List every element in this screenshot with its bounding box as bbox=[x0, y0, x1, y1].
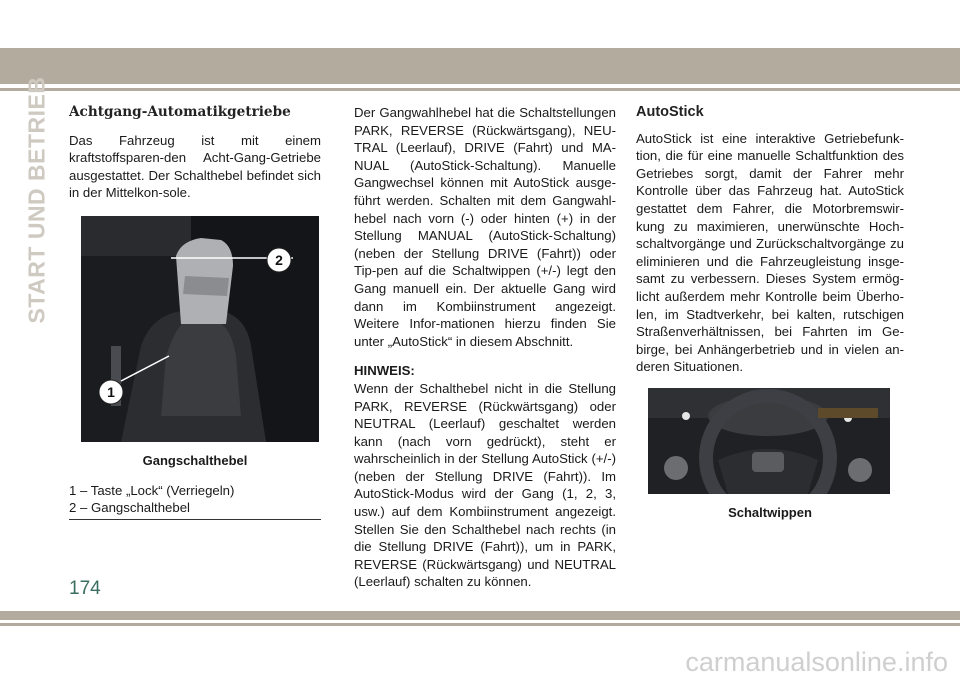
middle-column bbox=[354, 104, 616, 591]
callout-2: 2 bbox=[275, 251, 283, 268]
right-column bbox=[636, 104, 904, 522]
page-number: 174 bbox=[69, 578, 101, 599]
steering-wheel-illustration bbox=[648, 388, 890, 494]
left-column bbox=[69, 104, 321, 520]
gear-selector-paragraph: Der Gangwahlhebel hat die Schaltstellungen PARK, REVERSE (Rückwärtsgang), NEU-TRAL (Leerlauf), DRIVE (Fahrt) und MA-NUAL (AutoStick-Schaltung). Manuelle Gangwechsel können mit AutoStick ausge-führt werden. Schalten mit dem Gangwahl-hebel nach vorn (-) oder hinten (+) in der Stellung MANUAL (AutoStick-Schaltung) (neben der Stellung DRIVE (Fahrt)) oder Tip-pen auf die Schaltwippen (+/-) legt den Gang manuell ein. Der aktuelle Gang wird dann im Kombiinstrument angezeigt. Weitere Infor-mationen hierzu finden Sie unter „AutoStick“ in diesem Abschnitt. bbox=[354, 105, 616, 349]
gear-lever-illustration bbox=[81, 216, 319, 442]
note-label: HINWEIS: bbox=[354, 363, 415, 379]
legend-item: 1 – Taste „Lock“ (Verriegeln) bbox=[69, 482, 235, 498]
header-band bbox=[0, 48, 960, 84]
header-rule bbox=[0, 88, 960, 91]
footer-rule bbox=[0, 623, 960, 626]
section-tab bbox=[22, 76, 52, 324]
figure-legend bbox=[69, 482, 321, 520]
section-heading: Achtgang-Automatikgetriebe bbox=[69, 104, 291, 120]
legend-item: 2 – Gangschalthebel bbox=[69, 500, 190, 516]
figure-title: Gangschalthebel bbox=[142, 452, 248, 468]
paddle-shifters-photo bbox=[648, 388, 890, 494]
note-text: Wenn der Schalthebel nicht in die Stellung PARK, REVERSE (Rückwärtsgang) oder NEUTRAL (Leerlauf) geschaltet werden kann (nach vorn gedrückt), steht er wahrscheinlich in der Stellung AutoStick (+/-) (neben der Stellung DRIVE (Fahrt)). Im AutoStick-Modus wird der Gang (1, 2, 3, usw.) auf dem Kombiinstrument angezeigt. Stellen Sie den Schalthebel nach rechts (in die Stellung DRIVE (Fahrt)), um in PARK, REVERSE (Rückwärtsgang) und NEUTRAL (Leerlauf) schalten zu können. bbox=[354, 380, 616, 590]
watermark: carmanualsonline.info bbox=[685, 647, 948, 677]
intro-paragraph: Das Fahrzeug ist mit einem kraftstoffsparen-den Acht-Gang-Getriebe ausgestattet. Der Schalthebel befindet sich in der Mittelkon-sole. bbox=[69, 132, 321, 201]
figure-title: Schaltwippen bbox=[728, 504, 812, 520]
footer-band bbox=[0, 611, 960, 620]
gear-lever-photo bbox=[81, 216, 319, 442]
autostick-paragraph: AutoStick ist eine interaktive Getriebefunk-tion, die für eine manuelle Schaltfunktion des Getriebes sorgt, damit der Fahrer mehr Kontrolle über das Fahrzeug hat. AutoStick gestattet dem Fahrer, die Motorbremswir-kung zu maximieren, unerwünschte Hoch-schaltvorgänge und Zurückschaltvorgänge zu eliminieren und die Fahrzeugleistung insge-samt zu verbessern. Dieses System ermög-licht außerdem mehr Kontrolle beim Überho-len, im Stadtverkehr, bei kalten, rutschigen Straßenverhältnissen, bei Fahrten im Ge-birge, bei Anhängerbetrieb und in vielen an-deren Situationen. bbox=[636, 130, 904, 375]
callout-1: 1 bbox=[107, 383, 115, 400]
autostick-heading: AutoStick bbox=[636, 104, 704, 120]
section-tab-label: START UND BETRIEB bbox=[23, 76, 50, 324]
